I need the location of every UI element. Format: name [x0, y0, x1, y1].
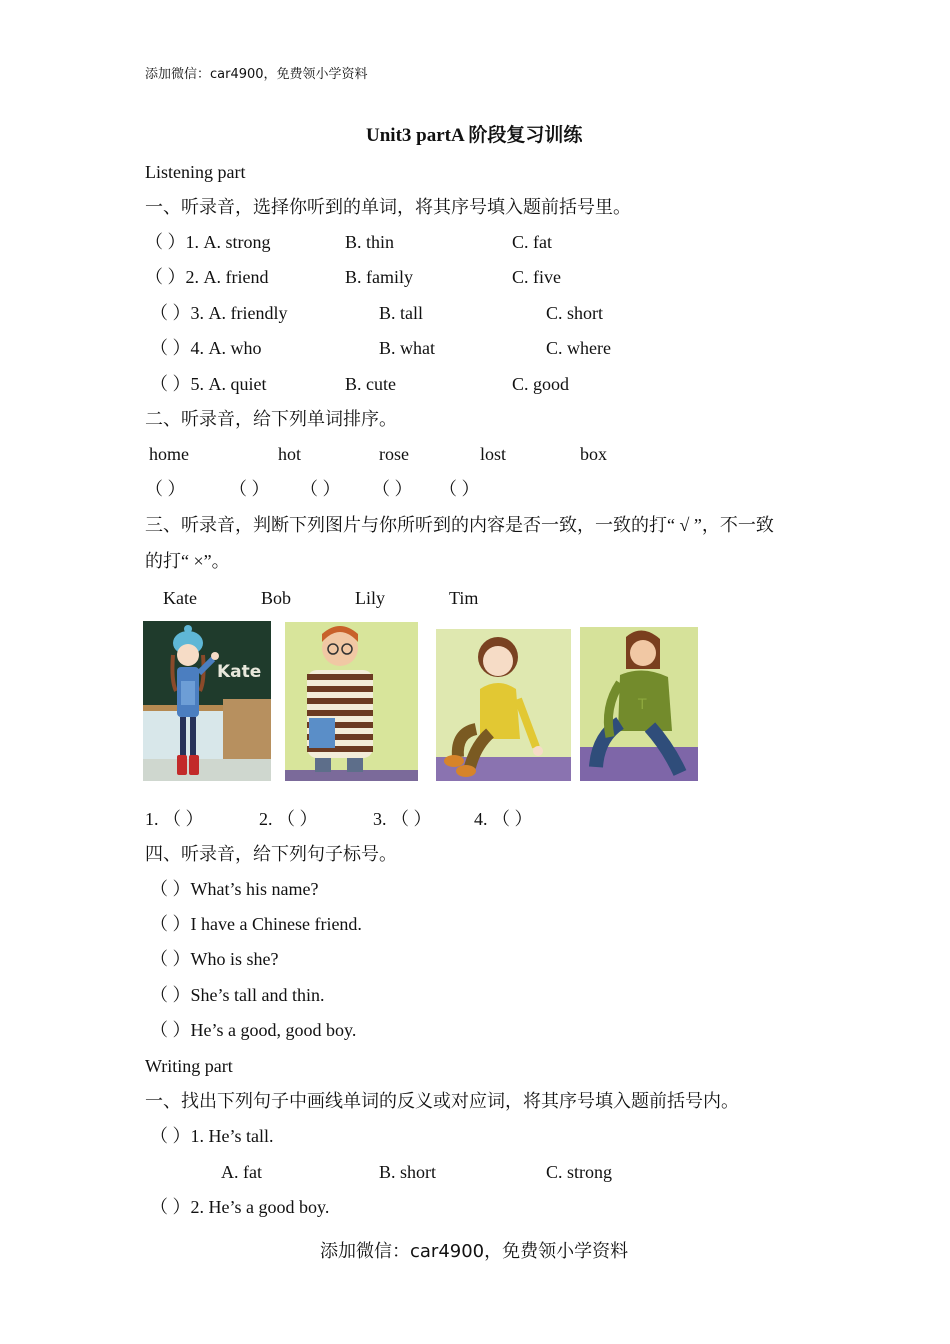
s1-q2-option-c: C. five — [512, 267, 561, 287]
s3-answer-1: 1. （ ） — [145, 809, 204, 829]
section1-instruction: 一、听录音，选择你听到的单词，将其序号填入题前括号里。 — [145, 197, 631, 217]
s1-q5-option-b: B. cute — [345, 374, 396, 394]
s3-answer-4: 4. （ ） — [474, 809, 533, 829]
s1-q1-option-c: C. fat — [512, 232, 552, 252]
s2-blank-3: （ ） — [300, 479, 341, 499]
s1-q2-option-b: B. family — [345, 267, 413, 287]
s3-name-kate: Kate — [163, 588, 197, 608]
s2-word-rose: rose — [379, 444, 409, 464]
s2-blank-2: （ ） — [229, 479, 270, 499]
section3-instruction-line2: 的打“ ×”。 — [145, 551, 230, 571]
picture-lily — [436, 629, 571, 781]
s1-q3: （ ）3. A. friendly — [150, 303, 288, 323]
picture-bob — [285, 622, 418, 781]
s3-answer-2: 2. （ ） — [259, 809, 318, 829]
page-footer: 添加微信：car4900，免费领小学资料 — [320, 1241, 629, 1262]
w1-q1-option-a: A. fat — [221, 1162, 262, 1182]
s1-q1: （ ）1. A. strong — [145, 232, 271, 252]
s2-word-lost: lost — [480, 444, 507, 464]
s1-q2: （ ）2. A. friend — [145, 267, 269, 287]
section4-instruction: 四、听录音，给下列句子标号。 — [145, 844, 397, 864]
picture-tim — [580, 627, 698, 781]
section3-instruction-line1: 三、听录音，判断下列图片与你所听到的内容是否一致，一致的打“ √ ”，不一致 — [145, 515, 774, 535]
s1-q4-option-c: C. where — [546, 338, 611, 358]
section2-instruction: 二、听录音，给下列单词排序。 — [145, 409, 397, 429]
s4-sentence-5: （ ）He’s a good, good boy. — [150, 1020, 357, 1040]
s1-q5: （ ）5. A. quiet — [150, 374, 267, 394]
s1-q4-option-b: B. what — [379, 338, 435, 358]
listening-part-label: Listening part — [145, 162, 246, 182]
s1-q1-option-b: B. thin — [345, 232, 395, 252]
s3-name-lily: Lily — [355, 588, 385, 608]
w1-q1-option-c: C. strong — [546, 1162, 613, 1182]
s1-q3-option-b: B. tall — [379, 303, 423, 323]
s2-blank-5: （ ） — [439, 479, 480, 499]
s3-answer-3: 3. （ ） — [373, 809, 432, 829]
w1-q1-option-b: B. short — [379, 1162, 437, 1182]
picture-kate — [143, 621, 271, 781]
page-title: Unit3 partA 阶段复习训练 — [366, 125, 583, 146]
writing1-instruction: 一、找出下列句子中画线单词的反义或对应词，将其序号填入题前括号内。 — [145, 1091, 739, 1111]
s1-q4: （ ）4. A. who — [150, 338, 262, 358]
chalkboard-text: Kate — [217, 662, 262, 682]
w1-q2: （ ）2. He’s a good boy. — [150, 1197, 330, 1217]
s2-word-hot: hot — [278, 444, 302, 464]
s4-sentence-1: （ ）What’s his name? — [150, 879, 319, 899]
s2-blank-1: （ ） — [145, 479, 186, 499]
w1-q1: （ ）1. He’s tall. — [150, 1126, 274, 1146]
s1-q5-option-c: C. good — [512, 374, 570, 394]
s3-name-bob: Bob — [261, 588, 292, 608]
svg-text:T: T — [638, 697, 647, 713]
writing-part-label: Writing part — [145, 1056, 233, 1076]
s4-sentence-2: （ ）I have a Chinese friend. — [150, 914, 362, 934]
s1-q3-option-c: C. short — [546, 303, 604, 323]
s4-sentence-3: （ ）Who is she? — [150, 949, 279, 969]
s2-word-box: box — [580, 444, 607, 464]
s2-blank-4: （ ） — [372, 479, 413, 499]
s2-word-home: home — [149, 444, 189, 464]
s4-sentence-4: （ ）She’s tall and thin. — [150, 985, 325, 1005]
page-header: 添加微信：car4900，免费领小学资料 — [145, 67, 368, 82]
s3-name-tim: Tim — [449, 588, 479, 608]
